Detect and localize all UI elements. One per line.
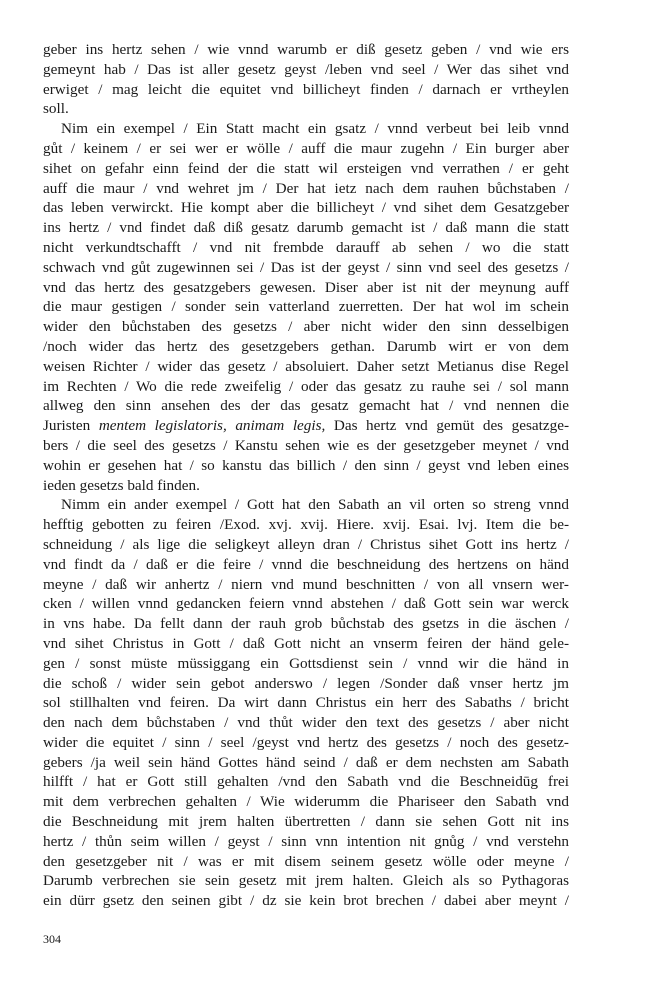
text-line: in vns habe. Da fellt dann der rauh grob bůchstab des gsetzs in die äschen /: [43, 615, 569, 633]
text-line: wohin er gesehen hat / so kanstu das billich / den sinn / geyst vnd leben eines: [43, 456, 569, 474]
text-line: Nimm ein ander exempel / Gott hat den Sabath an vil orten so streng vnnd: [61, 496, 569, 514]
text-line: auff die maur / vnd wehret jm / Der hat ietz nach dem rauhen bůchstaben /: [43, 179, 569, 197]
text-line: die Beschneidung mit jrem halten übertretten / dann sie sehen Gott nit ins: [43, 813, 569, 831]
text-line: geber ins hertz sehen / wie vnnd warumb er diß gesetz geben / vnd wie ers: [43, 41, 569, 58]
latin-phrase: mentem legislatoris, animam legis,: [98, 417, 326, 435]
text-line: gůt / keinem / er sei wer er wölle / auff die maur zugehn / Ein burger aber: [43, 139, 569, 157]
text-line: die maur gestigen / sonder sein vatterland zuerretten. Der hat wol im schein: [43, 298, 569, 316]
text-line: im Rechten / Wo die rede zweifelig / oder das gesatz zu rauhe sei / sol mann: [43, 377, 569, 395]
text-line: weisen Richter / wider das gesetz / absoluiert. Daher setzt Metianus dise Regel: [43, 357, 569, 375]
body-text: [43, 40, 569, 911]
text-line: mit dem verbrechen gehalten / Wie widerumm die Phariseer den Sabath vnd: [43, 793, 569, 811]
text-line: allweg den sinn ansehen des der das gesatz gemacht hat / vnd nennen die: [43, 397, 569, 415]
text-line: hefftig gebotten zu feiren /Exod. xvj. xvij. Hiere. xvij. Esai. lvj. Item die be-: [43, 516, 569, 534]
text-line: den gesetzgeber nit / was er mit disem seinem gesetz wölle oder meyne /: [43, 852, 569, 870]
text-line: die schoß / wider sein gebot anderswo / legen /Sonder daß vnser hertz jm: [43, 674, 569, 692]
text-line: Nim ein exempel / Ein Statt macht ein gsatz / vnnd verbeut bei leib vnnd: [61, 120, 569, 138]
text-line: den nach dem bůchstaben / vnd thůt wider den text des gesetzs / aber nicht: [43, 714, 569, 732]
text-line: cken / willen vnnd gedancken feiern vnnd abstehen / daß Gott sein war werck: [43, 595, 569, 613]
text-line: gen / sonst müste müssiggang ein Gottsdienst sein / vnnd wir die händ in: [43, 654, 569, 672]
text-line: ein dürr gsetz den seinen gibt / dz sie kein brot brechen / dabei aber meynt /: [43, 892, 569, 910]
paragraph: [43, 495, 569, 911]
paragraph: [43, 40, 569, 119]
text-line: vnd findt da / daß er die feire / vnnd die beschneidung des hertzens on händ: [43, 555, 569, 573]
text-line: wider die equitet / sinn / seel /geyst vnd hertz des gesetzs / noch des gesetz-: [43, 733, 569, 751]
text-line: sol stillhalten vnd feiren. Da wirt dann Christus ein herr des Sabaths / bricht: [43, 694, 569, 712]
text-line: /noch wider das hertz des gesetzgebers gethan. Darumb wirt er von dem: [43, 337, 569, 355]
text-line: Darumb verbrechen sie sein gesetz mit jrem halten. Gleich als so Pythagoras: [43, 872, 569, 890]
text-line: hertz / thůn seim willen / geyst / sinn vnn intention nit gnůg / vnd verstehn: [43, 832, 569, 850]
text-line: gemeynt hab / Das ist aller gesetz geyst /leben vnd seel / Wer das sihet vnd: [43, 60, 569, 78]
text-line: bers / die seel des gesetzs / Kanstu sehen wie es der gesetzgeber meynet / vnd: [43, 436, 569, 454]
text-line: nicht verkundtschafft / vnd nit frembde darauff ab sehen / wo die statt: [43, 238, 569, 256]
text-line: das leben verwirckt. Hie kompt aber die billicheyt / vnd sihet dem Gesatzgeber: [43, 199, 569, 217]
text-line: ins hertz / vnd findet daß diß gesatz darumb gemacht ist / daß mann die statt: [43, 219, 569, 237]
text-line: soll.: [43, 100, 69, 118]
text-line: sihet on gefahr einn feind der die statt wil ersteigen vnd verrathen / er geht: [43, 159, 569, 177]
text-line: vnd das hertz des gesatzgebers gewesen. Diser aber ist nit der meynung auff: [43, 278, 569, 296]
text-line: schwach vnd gůt zugewinnen sei / Das ist der geyst / sinn vnd seel des gesetzs /: [43, 258, 569, 276]
text-line: hilfft / hat er Gott still gehalten /vnd den Sabath vnd die Beschneidūg frei: [43, 773, 569, 791]
text-line: gebers /ja weil sein händ Gottes händ seind / daß er dem nechsten am Sabath: [43, 753, 569, 771]
text-line: Juristen mentem legislatoris, animam legis, Das hertz vnd gemüt des gesatzge-: [43, 417, 569, 435]
text-line: schneidung / als lige die seligkeyt alleyn dran / Christus sihet Gott ins hertz /: [43, 535, 569, 553]
text-line: vnd sihet Christus in Gott / daß Gott nicht an vnserm feiren der händ gele-: [43, 634, 569, 652]
paragraph: [43, 119, 569, 495]
text-line: erwiget / mag leicht die equitet vnd billicheyt finden / darnach er vrtheylen: [43, 80, 569, 98]
text-line: wider den bůchstaben des gesetzs / aber nicht wider den sinn desselbigen: [43, 318, 569, 336]
text-line: meyne / daß wir anhertz / niern vnd mund beschnitten / von all vnsern wer-: [43, 575, 569, 593]
page-number: 304: [43, 932, 61, 946]
text-line: ieden gesetzs bald finden.: [43, 476, 200, 494]
